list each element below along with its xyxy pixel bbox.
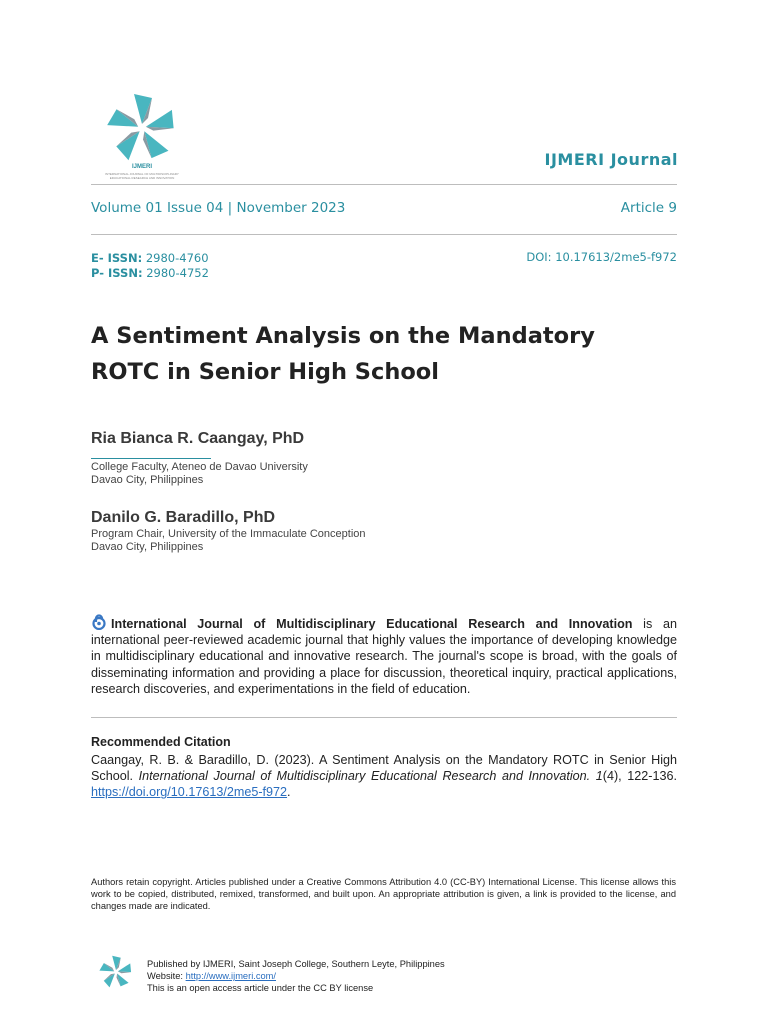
e-issn-label: E- ISSN:	[91, 251, 143, 265]
citation-heading: Recommended Citation	[91, 735, 231, 749]
published-by: Published by IJMERI, Saint Joseph College, Southern Leyte, Philippines	[147, 959, 445, 969]
p-issn	[91, 266, 209, 280]
logo-text: IJMERI	[131, 164, 152, 170]
journal-full-name: International Journal of Multidisciplinary Educational Research and Innovation	[111, 617, 633, 631]
citation-part: Caangay, R. B. & Baradillo, D. (2023). A Sentiment Analysis on the Mandatory ROTC in Senior High School.	[91, 753, 677, 784]
pinwheel-logo-icon	[96, 954, 136, 990]
open-access-icon	[91, 614, 107, 630]
open-access-note: This is an open access article under the CC BY license	[147, 983, 374, 994]
publisher-info	[147, 958, 445, 995]
website-label: Website:	[147, 971, 186, 982]
citation-part: .	[287, 785, 291, 800]
citation-text	[91, 752, 677, 801]
title-line: ROTC in Senior High School	[91, 359, 439, 385]
website-line	[147, 970, 445, 982]
volume-issue: Volume 01 Issue 04 | November 2023	[91, 200, 346, 216]
journal-logo	[100, 92, 184, 186]
affiliation-line: Davao City, Philippines	[91, 541, 204, 553]
website-link[interactable]: http://www.ijmeri.com/	[185, 971, 276, 982]
p-issn-value: 2980-4752	[146, 266, 209, 280]
affiliation-line: Davao City, Philippines	[91, 474, 204, 486]
title-line: A Sentiment Analysis on the Mandatory	[91, 323, 595, 349]
citation-part: (4), 122-136.	[602, 769, 677, 784]
p-issn-label: P- ISSN:	[91, 266, 143, 280]
footer-logo	[96, 954, 136, 998]
article-title	[91, 318, 651, 390]
divider	[91, 717, 677, 718]
journal-name: IJMERI Journal	[544, 150, 678, 169]
e-issn	[91, 251, 209, 265]
author-name: Danilo G. Baradillo, PhD	[91, 509, 276, 526]
divider	[91, 184, 677, 185]
divider	[91, 234, 677, 235]
author-affiliation	[91, 528, 366, 554]
doi: DOI: 10.17613/2me5-f972	[526, 250, 677, 264]
author-name: Ria Bianca R. Caangay, PhD	[91, 430, 305, 447]
citation-journal: International Journal of Multidisciplinary Educational Research and Innovation. 1	[138, 769, 603, 784]
journal-description-text: is an international peer-reviewed academic journal that highly values the importance of developing knowledge in multidisciplinary educational and innovative research. The journal's scope is broad, with the goals of disseminating information and providing a place for discussion, theoretical inquiry, practical applications, research discoveries, and experimentations in the field of education.	[91, 617, 678, 696]
logo-subtitle: INTERNATIONAL JOURNAL OF MULTIDISCIPLINARY EDUCATIONAL RESEARCH AND INNOVATION	[105, 172, 179, 180]
license-note: Authors retain copyright. Articles published under a Creative Commons Attribution 4.0 (CC-BY) International License. This license allows this work to be copied, distributed, remixed, transformed, and built upon. An appropriate attribution is given, a link is provided to the license, and changes made are indicated.	[91, 877, 676, 912]
author-underline	[91, 458, 211, 459]
journal-description	[91, 614, 677, 697]
article-number: Article 9	[620, 200, 677, 216]
affiliation-line: Program Chair, University of the Immaculate Conception	[91, 528, 366, 540]
doi-link[interactable]: https://doi.org/10.17613/2me5-f972	[91, 785, 288, 800]
author-affiliation	[91, 461, 308, 487]
e-issn-value: 2980-4760	[145, 251, 209, 265]
affiliation-line: College Faculty, Ateneo de Davao University	[91, 461, 308, 473]
pinwheel-logo-icon	[100, 92, 184, 164]
